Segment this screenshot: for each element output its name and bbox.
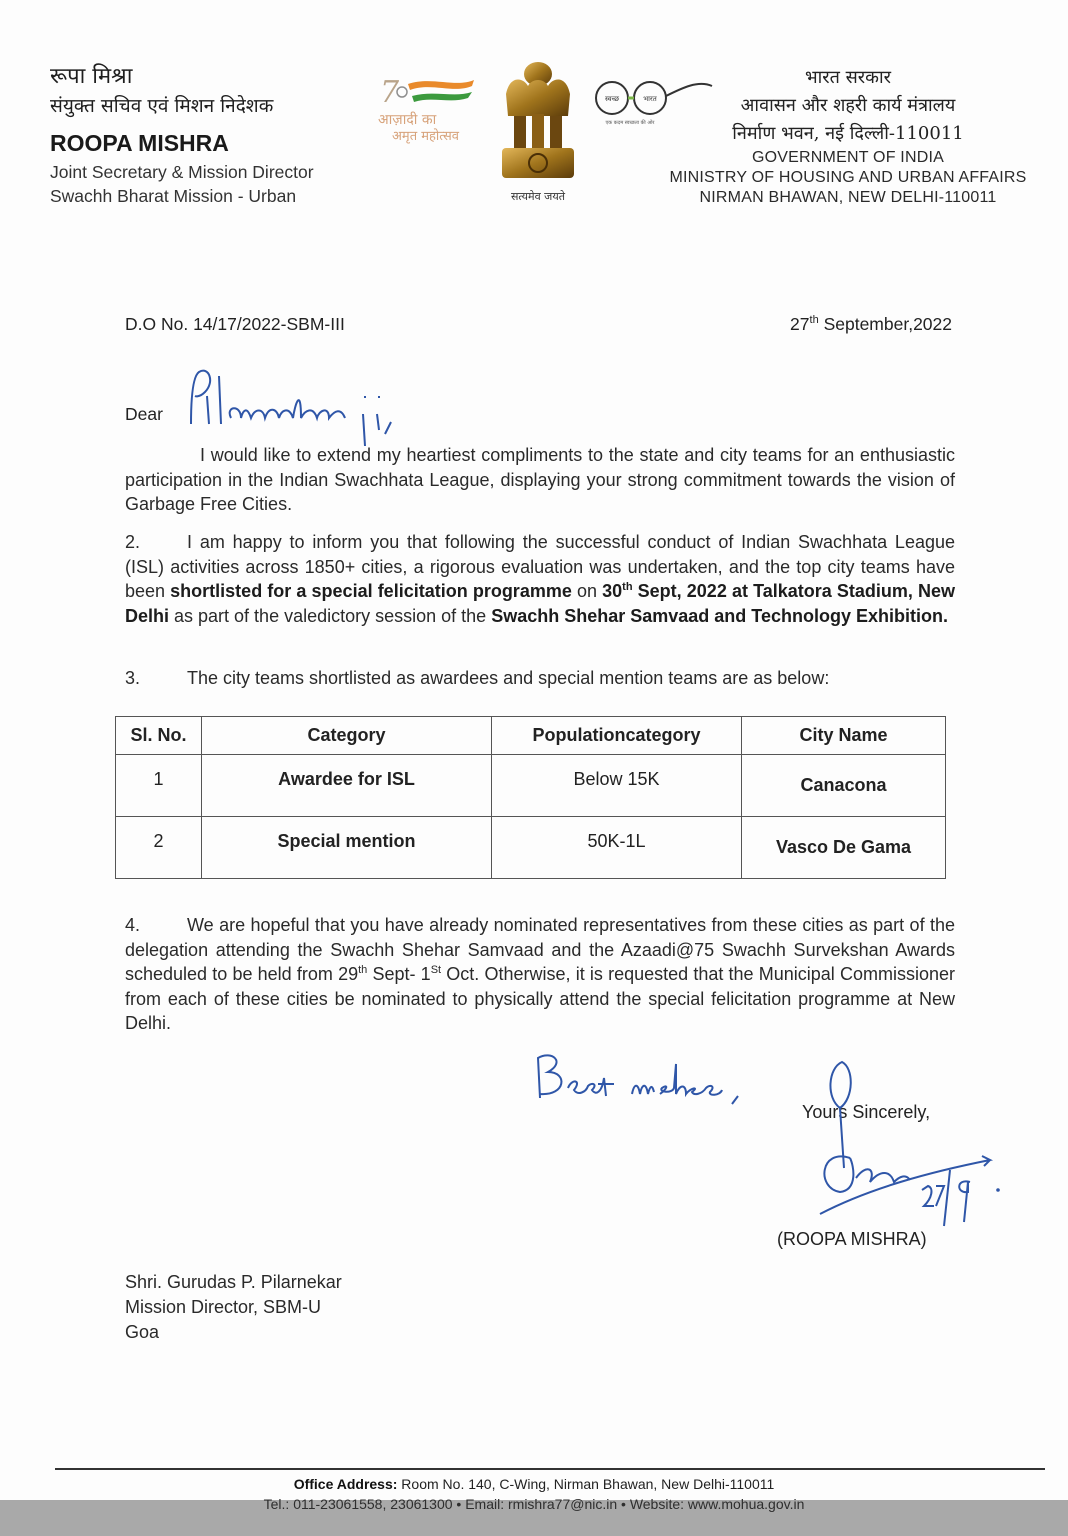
sign-off: Yours Sincerely, [802, 1102, 931, 1122]
p4-sup-a: th [358, 964, 368, 976]
sender-name-hindi: रूपा मिश्रा [50, 64, 133, 89]
date-day: 27 [790, 314, 810, 334]
sender-block [50, 62, 370, 208]
paragraph-number: 4. [125, 915, 141, 935]
p2-bold-a: shortlisted for a special felicitation programme [170, 581, 572, 601]
paragraph-3 [125, 666, 955, 691]
cell-population: Below 15K [492, 755, 742, 817]
p2-event-name: Swachh Shehar Samvaad and Technology Exhibition. [491, 605, 948, 626]
paragraph-2 [125, 530, 955, 628]
p4-sup-b: St [430, 964, 442, 976]
ministry-block [640, 64, 1056, 208]
p3-text: The city teams shortlisted as awardees and special mention teams are as below: [187, 668, 830, 688]
p4-text-b: Sept- 1 [367, 964, 431, 984]
svg-text:अमृत महोत्सव: अमृत महोत्सव [392, 129, 460, 144]
cell-sl-no: 1 [116, 755, 202, 817]
signature [810, 1058, 1010, 1228]
header-sl-no: Sl. No. [116, 717, 202, 755]
svg-text:सत्यमेव जयते: सत्यमेव जयते [510, 190, 566, 203]
table-header-row [116, 717, 946, 755]
azadi-75-icon [376, 68, 486, 148]
footer-address-text: Room No. 140, C-Wing, Nirman Bhawan, New Delhi-110011 [397, 1476, 775, 1492]
addressee-name: Shri. Gurudas P. Pilarnekar [125, 1272, 342, 1292]
date-suffix: th [809, 314, 819, 327]
letter-date [790, 314, 952, 335]
svg-text:स्वच्छ: स्वच्छ [604, 95, 620, 103]
govt-english: GOVERNMENT OF INDIA [752, 149, 944, 166]
paragraph-1: I would like to extend my heartiest compliments to the state and city teams for an enthusiastic participation in the Indian Swachhata League, displaying your strong commitment towards the vision of Garbage Free Cities. [125, 445, 955, 514]
awardees-table [115, 716, 946, 879]
footer-office-address [0, 1476, 1068, 1492]
svg-text:आज़ादी का: आज़ादी का [378, 112, 437, 128]
date-rest: September,2022 [818, 314, 952, 334]
header-category: Category [202, 717, 492, 755]
table-row [116, 817, 946, 879]
paragraph-4 [125, 913, 955, 1036]
cell-population: 50K-1L [492, 817, 742, 879]
dear-label: Dear [125, 404, 163, 424]
p2-venue: Sept, 2022 at Talkatora Stadium, New Delhi [125, 581, 956, 626]
p2-text-c: as part of the valedictory session of the [169, 605, 492, 626]
addressee-state: Goa [125, 1322, 160, 1342]
cell-category: Awardee for ISL [202, 755, 492, 817]
header-city: City Name [742, 717, 946, 755]
svg-text:भारत: भारत [643, 95, 657, 103]
svg-text:एक कदम स्वच्छता की ओर: एक कदम स्वच्छता की ओर [605, 120, 655, 126]
azadi-ka-amrit-mahotsav-logo [376, 68, 486, 148]
addressee-designation: Mission Director, SBM-U [125, 1297, 322, 1317]
svg-text:7: 7 [380, 75, 400, 110]
header-population: Populationcategory [492, 717, 742, 755]
footer-divider [55, 1468, 1045, 1470]
paragraph-number: 2. [125, 532, 141, 552]
footer-address-label: Office Address: [293, 1476, 398, 1492]
p4-text-c: Oct. Otherwise, it is requested that the Municipal Commissioner from each of these cities be nominated to physically attend the special felicitation programme at New Delhi. [125, 964, 955, 1033]
p2-day: 30 [602, 581, 623, 601]
lion-capital-icon [492, 56, 584, 206]
sender-title-hindi: संयुक्त सचिव एवं मिशन निदेशक [50, 95, 274, 117]
govt-hindi: भारत सरकार [804, 67, 892, 88]
paragraph-number: 3. [125, 668, 141, 688]
table-row [116, 755, 946, 817]
address-hindi: निर्माण भवन, नई दिल्ली-110011 [732, 123, 964, 144]
addressee-block [125, 1270, 342, 1345]
sender-title: Joint Secretary & Mission Director [50, 162, 314, 182]
ministry-english: MINISTRY OF HOUSING AND URBAN AFFAIRS [669, 169, 1027, 186]
p2-text-b: on [571, 581, 603, 601]
do-number: D.O No. 14/17/2022-SBM-III [125, 314, 345, 334]
signatory-name: (ROOPA MISHRA) [777, 1229, 927, 1249]
handwritten-addressee-name [185, 366, 485, 446]
cell-city: Vasco De Gama [742, 817, 946, 879]
cell-sl-no: 2 [116, 817, 202, 879]
handwritten-best-wishes [532, 1048, 772, 1108]
footer-contact: Tel.: 011-23061558, 23061300 • Email: rmishra77@nic.in • Website: www.mohua.gov.in [263, 1496, 805, 1512]
address-english: NIRMAN BHAWAN, NEW DELHI-110011 [699, 189, 997, 206]
p2-text-a: I am happy to inform you that following the successful conduct of Indian Swachhata League (ISL) activities across 1850+ cities, a rigorous evaluation was undertaken, and the top city teams have been [125, 532, 955, 601]
cell-city: Canacona [742, 755, 946, 817]
sender-name: ROOPA MISHRA [50, 130, 229, 156]
ministry-hindi: आवासन और शहरी कार्य मंत्रालय [740, 95, 956, 116]
p2-day-suffix: th [622, 581, 633, 593]
cell-category: Special mention [202, 817, 492, 879]
p4-text-a: We are hopeful that you have already nominated representatives from these cities as part of the delegation attending the Swachh Shehar Samvaad and the Azaadi@75 Swachh Survekshan Awards scheduled to be held from 29 [125, 915, 955, 984]
national-emblem [492, 56, 584, 206]
sender-mission: Swachh Bharat Mission - Urban [50, 186, 297, 206]
